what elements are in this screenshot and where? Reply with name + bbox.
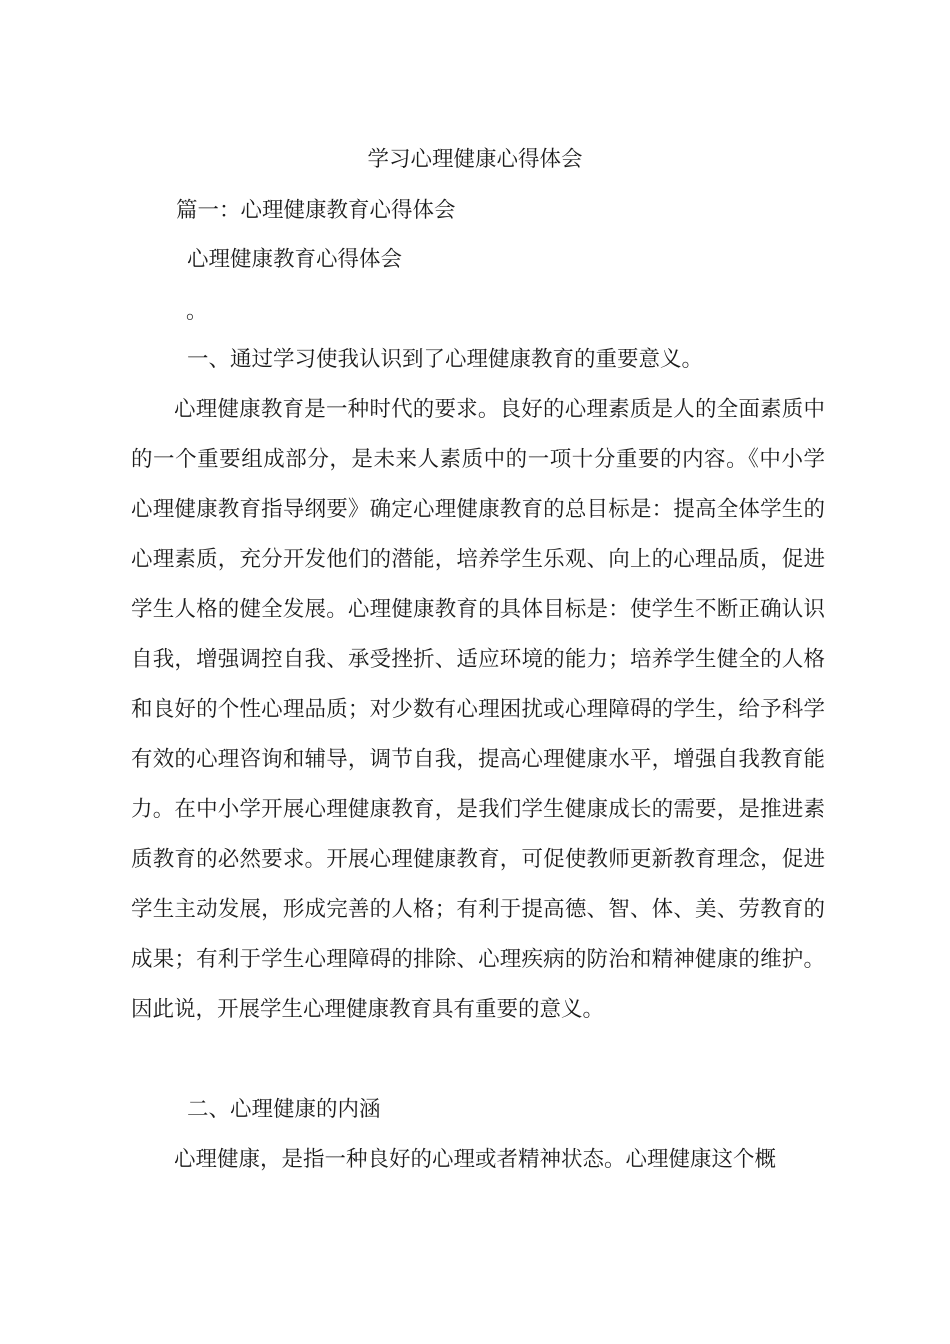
section1-heading: 一、通过学习使我认识到了心理健康教育的重要意义。	[187, 347, 704, 372]
chapter-heading: 篇一：心理健康教育心得体会	[176, 198, 456, 223]
section2-body-paragraph: 心理健康，是指一种良好的心理或者精神状态。心理健康这个概	[174, 1147, 777, 1172]
section2-heading: 二、心理健康的内涵	[187, 1097, 381, 1122]
dot-line: 。	[186, 299, 208, 324]
section1-body-paragraph: 心理健康教育是一种时代的要求。良好的心理素质是人的全面素质中的一个重要组成部分，是未来人素质中的一项十分重要的内容。《中小学心理健康教育指导纲要》确定心理健康教育的总目标是：提高全体学生的心理素质，充分开发他们的潜能，培养学生乐观、向上的心理品质，促进学生人格的健全发展。心理健康教育的具体目标是：使学生不断正确认识自我，增强调控自我、承受挫折、适应环境的能力；培养学生健全的人格和良好的个性心理品质；对少数有心理困扰或心理障碍的学生，给予科学有效的心理咨询和辅导，调节自我，提高心理健康水平，增强自我教育能力。在中小学开展心理健康教育，是我们学生健康成长的需要，是推进素质教育的必然要求。开展心理健康教育，可促使教师更新教育理念，促进学生主动发展，形成完善的人格；有利于提高德、智、体、美、劳教育的成果；有利于学生心理障碍的排除、心理疾病的防治和精神健康的维护。因此说，开展学生心理健康教育具有重要的意义。	[131, 397, 825, 1022]
document-title: 学习心理健康心得体会	[367, 147, 583, 172]
sub-heading: 心理健康教育心得体会	[187, 247, 403, 272]
